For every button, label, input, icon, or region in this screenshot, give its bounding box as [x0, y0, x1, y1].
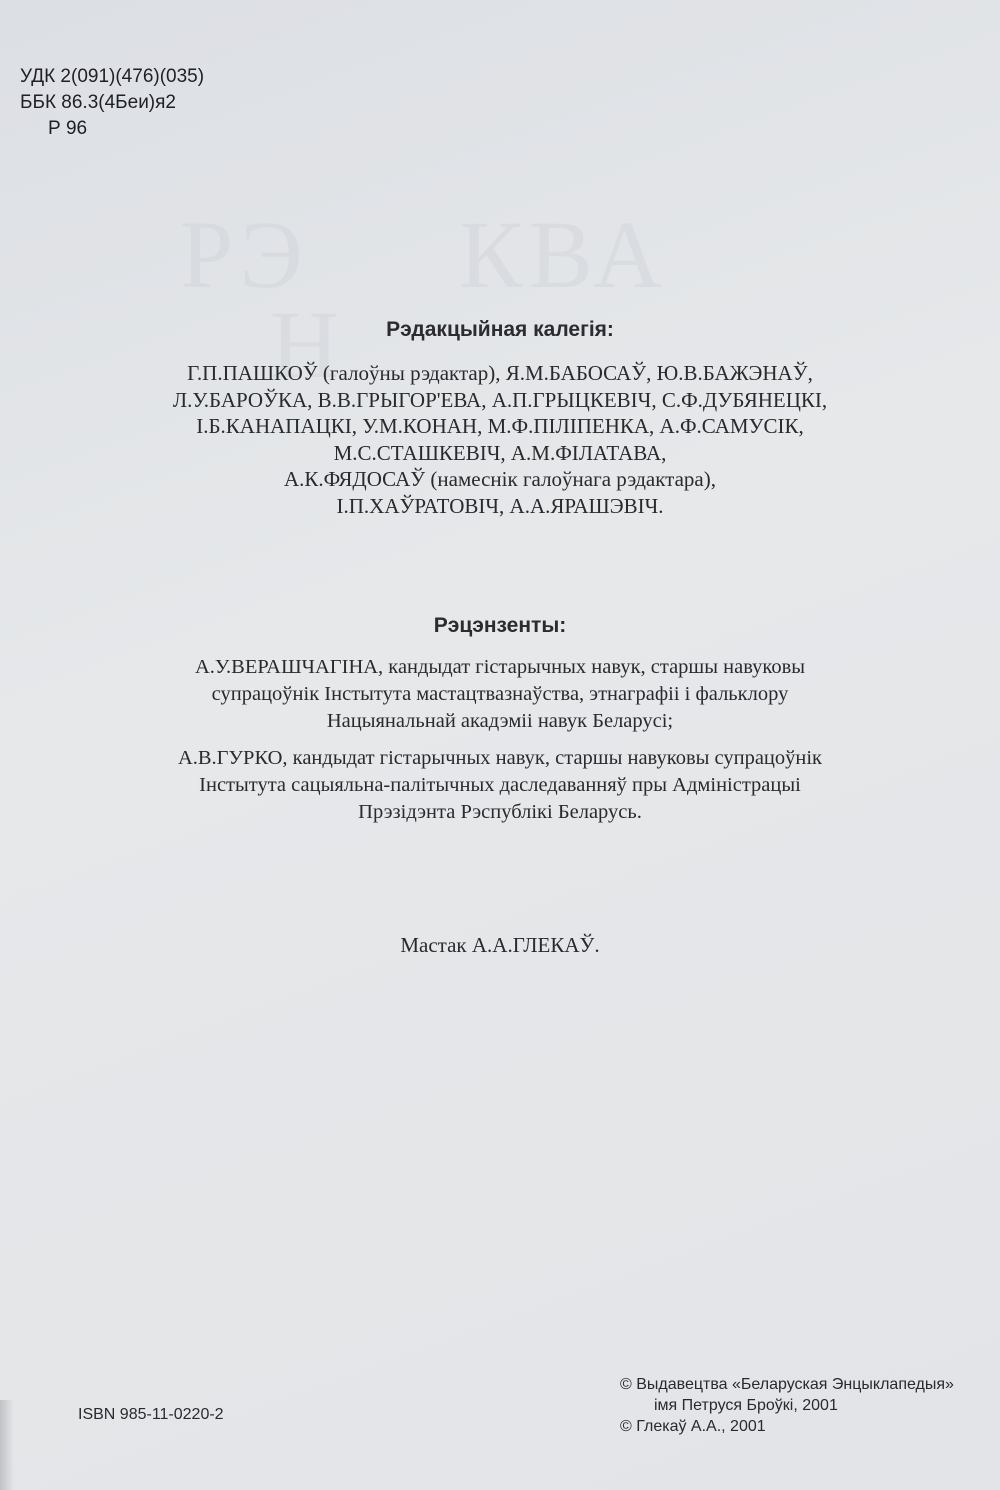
reviewer-line: Прэзідэнта Рэспублікі Беларусь. [358, 801, 642, 823]
reviewer-line: Нацыянальнай акадэміі навук Беларусі; [326, 710, 674, 732]
udk-code: УДК 2(091)(476)(035) [20, 66, 205, 87]
artist-credit: Мастак А.А.ГЛЕКАЎ. [400, 933, 600, 957]
reviewer-line: супрацоўнік Інстытута мастацтвазнаўства, этнаграфіі і фальклору [211, 683, 789, 705]
reviewers-title: Рэцэнзенты: [433, 614, 567, 637]
page-edge-shadow [0, 1400, 14, 1490]
editorial-board-list [0, 360, 1000, 519]
reviewer-line: А.В.ГУРКО, кандыдат гістарычных навук, старшы навуковы супрацоўнік [177, 747, 823, 769]
copyright-line-publisher-name: імя Петруся Броўкі, 2001 [654, 1397, 838, 1414]
bbk-code: ББК 86.3(4Беи)я2 [20, 92, 176, 113]
author-mark-code: Р 96 [48, 118, 88, 139]
reviewer-entry-2 [100, 745, 900, 826]
isbn: ISBN 985-11-0220-2 [78, 1406, 224, 1423]
show-through-background: РЭ КВА Н [180, 201, 669, 398]
editorial-board-line: І.Б.КАНАПАЦКІ, У.М.КОНАН, М.Ф.ПІЛІПЕНКА, А.Ф.САМУСІК, [196, 414, 804, 438]
editorial-board-line: Г.П.ПАШКОЎ (галоўны рэдактар), Я.М.БАБОСАЎ, Ю.В.БАЖЭНАЎ, [187, 361, 813, 385]
copyright-line-publisher: © Выдавецтва «Беларуская Энцыклапедыя» [620, 1376, 954, 1393]
editorial-board-line: Л.У.БАРОЎКА, В.В.ГРЫГОР'ЕВА, А.П.ГРЫЦКЕВІЧ, С.Ф.ДУБЯНЕЦКІ, [172, 387, 828, 412]
editorial-board-line: М.С.СТАШКЕВІЧ, А.М.ФІЛАТАВА, [333, 440, 667, 465]
reviewer-line: Інстытута сацыяльна-палітычных даследаванняў пры Адміністрацыі [199, 774, 801, 796]
classification-codes [20, 64, 204, 142]
reviewer-line: А.У.ВЕРАШЧАГІНА, кандыдат гістарычных навук, старшы навуковы [194, 656, 806, 678]
editorial-board-title: Рэдакцыйная калегія: [386, 318, 614, 341]
reviewer-entry-1 [100, 654, 900, 735]
editorial-board-line: І.П.ХАЎРАТОВІЧ, А.А.ЯРАШЭВІЧ. [336, 493, 664, 518]
editorial-board-line: А.К.ФЯДОСАЎ (намеснік галоўнага рэдактара), [284, 467, 716, 491]
copyright-block [620, 1374, 954, 1437]
copyright-line-artist: © Глекаў А.А., 2001 [620, 1418, 766, 1435]
